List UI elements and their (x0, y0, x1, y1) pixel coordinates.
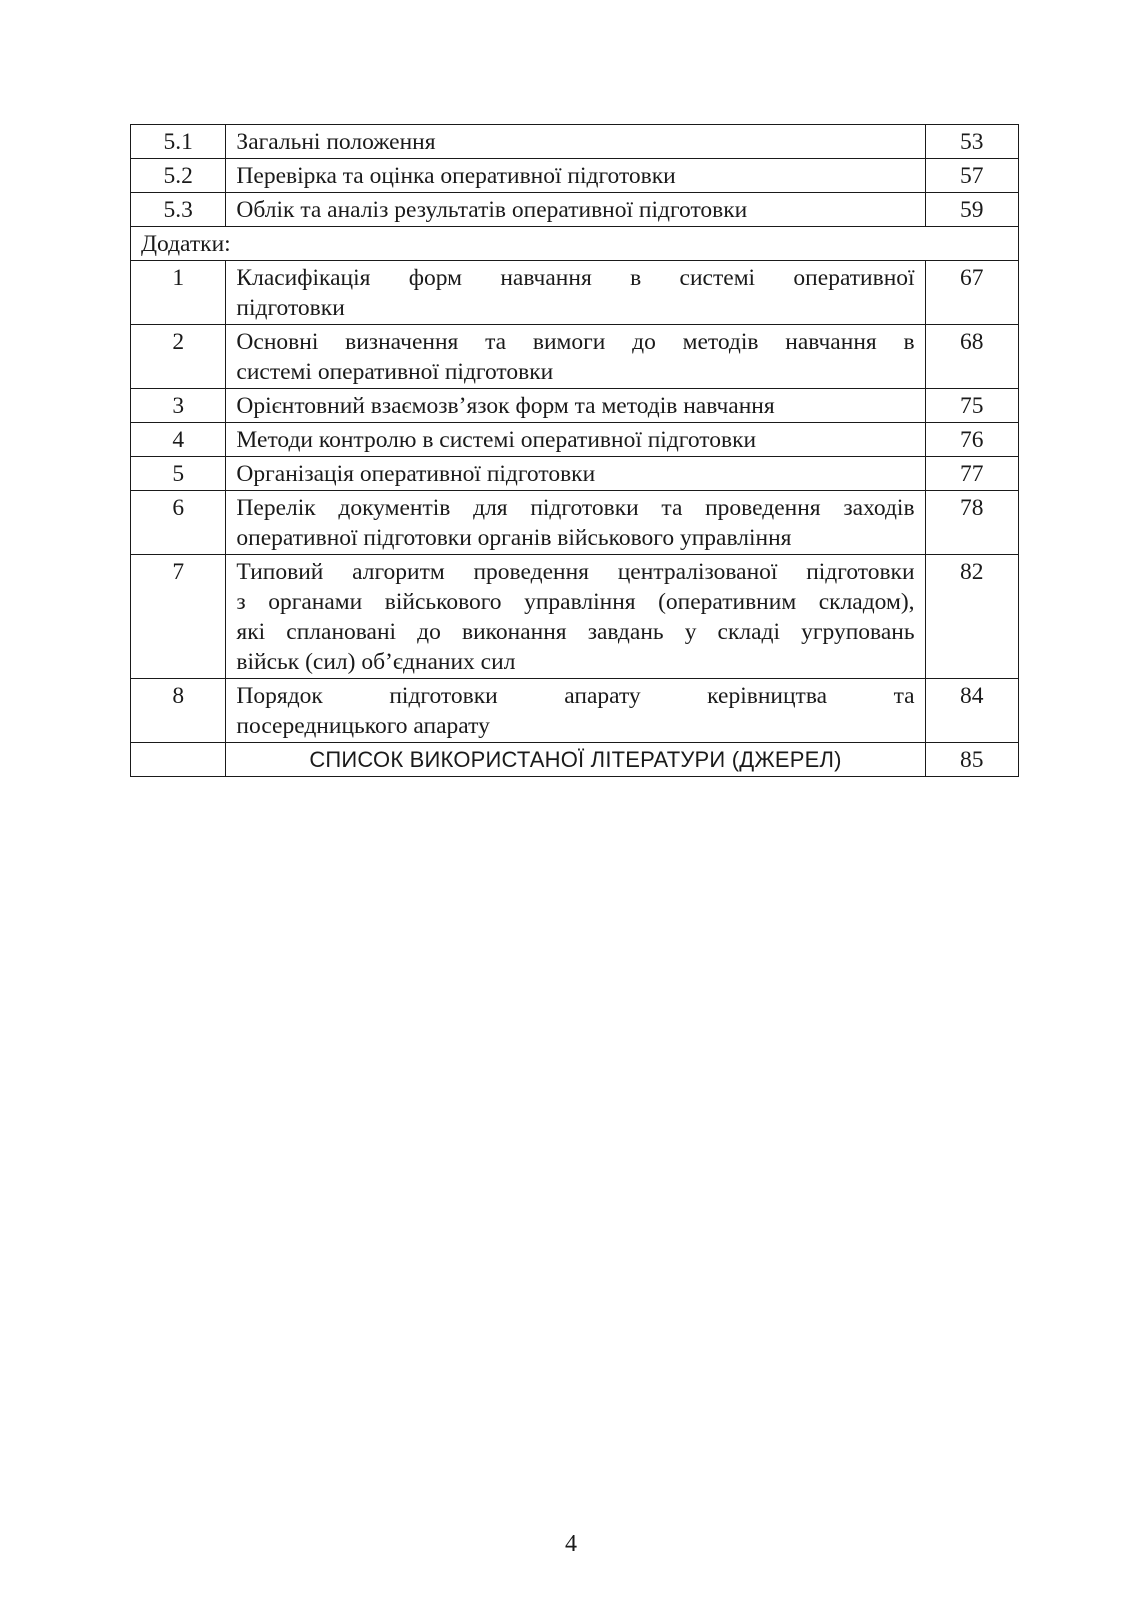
toc-row-appendix-5 (131, 457, 1019, 491)
toc-row-title: Облік та аналіз результатів оперативної підготовки (226, 193, 925, 227)
toc-row-page: 77 (925, 457, 1018, 491)
toc-row-title (226, 679, 925, 743)
toc-row-title (226, 491, 925, 555)
toc-row-number: 5.1 (131, 125, 226, 159)
toc-title-line: з органами військового управління (оперативним складом), (236, 589, 915, 615)
toc-title-line: Порядок підготовки апарату керівництва та (236, 683, 915, 709)
toc-row-page: 57 (925, 159, 1018, 193)
toc-row-page: 67 (925, 261, 1018, 325)
toc-row-page: 84 (925, 679, 1018, 743)
toc-row-5-3 (131, 193, 1019, 227)
toc-row-number: 7 (131, 555, 226, 679)
toc-title-line: Методи контролю в системі оперативної підготовки (236, 427, 757, 453)
toc-row-page: 78 (925, 491, 1018, 555)
toc-row-page: 75 (925, 389, 1018, 423)
toc-row-title (226, 423, 925, 457)
toc-row-number: 6 (131, 491, 226, 555)
toc-title-line: Основні визначення та вимоги до методів навчання в (236, 329, 915, 355)
toc-row-page: 68 (925, 325, 1018, 389)
toc-title-line: які сплановані до виконання завдань у складі угруповань (236, 619, 915, 645)
toc-title-line: Класифікація форм навчання в системі оперативної (236, 265, 915, 291)
appendix-header: Додатки: (131, 227, 1019, 261)
toc-row-title (226, 555, 925, 679)
toc-title-line: посередницького апарату (236, 713, 490, 739)
toc-row-appendix-6 (131, 491, 1019, 555)
toc-row-number: 1 (131, 261, 226, 325)
toc-row-number: 5.3 (131, 193, 226, 227)
toc-row-appendix-1 (131, 261, 1019, 325)
table-of-contents (130, 124, 1019, 777)
toc-row-page: 76 (925, 423, 1018, 457)
toc-row-title (226, 457, 925, 491)
toc-title-line: Типовий алгоритм проведення централізованої підготовки (236, 559, 915, 585)
toc-row-title: Перевірка та оцінка оперативної підготовки (226, 159, 925, 193)
toc-row-page: 82 (925, 555, 1018, 679)
toc-row-page: 53 (925, 125, 1018, 159)
toc-title-line: оперативної підготовки органів військового управління (236, 525, 792, 551)
toc-row-appendix-4 (131, 423, 1019, 457)
toc-appendix-header-row (131, 227, 1019, 261)
toc-row-page: 59 (925, 193, 1018, 227)
toc-row-appendix-2 (131, 325, 1019, 389)
toc-row-number: 5 (131, 457, 226, 491)
toc-row-5-2 (131, 159, 1019, 193)
toc-row-number: 3 (131, 389, 226, 423)
toc-row-appendix-7 (131, 555, 1019, 679)
toc-title-line: Орієнтовний взаємозв’язок форм та методів навчання (236, 393, 775, 419)
toc-row-title (226, 389, 925, 423)
toc-row-number: 2 (131, 325, 226, 389)
toc-title-line: Перелік документів для підготовки та проведення заходів (236, 495, 915, 521)
toc-row-title (226, 325, 925, 389)
toc-row-number: 4 (131, 423, 226, 457)
toc-row-5-1 (131, 125, 1019, 159)
toc-title-line: підготовки (236, 295, 345, 321)
toc-title-line: системі оперативної підготовки (236, 359, 554, 385)
toc-row-title (226, 261, 925, 325)
toc-row-title: Загальні положення (226, 125, 925, 159)
toc-row-number (131, 743, 226, 777)
toc-row-references (131, 743, 1019, 777)
toc-title-line: військ (сил) об’єднаних сил (236, 649, 516, 675)
toc-row-title: СПИСОК ВИКОРИСТАНОЇ ЛІТЕРАТУРИ (ДЖЕРЕЛ) (226, 743, 925, 777)
page-number: 4 (565, 1531, 577, 1557)
toc-row-page: 85 (925, 743, 1018, 777)
toc-row-number: 8 (131, 679, 226, 743)
toc-row-number: 5.2 (131, 159, 226, 193)
toc-row-appendix-3 (131, 389, 1019, 423)
toc-title-line: Організація оперативної підготовки (236, 461, 596, 487)
toc-row-appendix-8 (131, 679, 1019, 743)
